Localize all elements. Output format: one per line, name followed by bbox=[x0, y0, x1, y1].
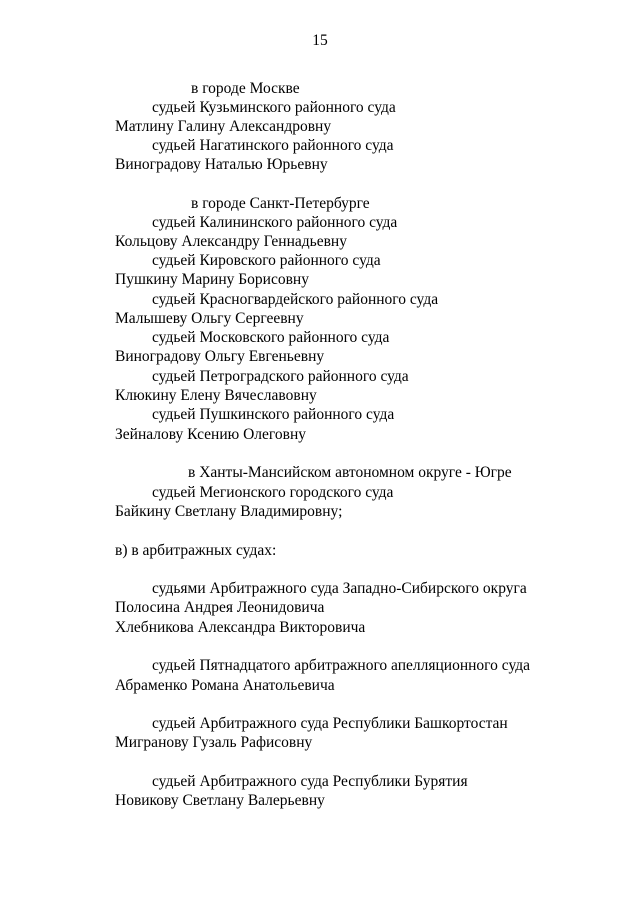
section-heading-arbitration: в) в арбитражных судах: bbox=[115, 542, 277, 559]
judge-name: Полосина Андрея Леонидовича bbox=[115, 599, 325, 616]
judge-name: Виноградову Ольгу Евгеньевну bbox=[115, 348, 325, 365]
page-number: 15 bbox=[312, 32, 328, 49]
court-line: судьей Мегионского городского суда bbox=[152, 484, 394, 501]
court-line: судьей Кузьминского районного суда bbox=[152, 99, 396, 116]
judge-name: Хлебникова Александра Викторовича bbox=[115, 619, 366, 636]
court-line: судьей Нагатинского районного суда bbox=[152, 137, 394, 154]
judge-name: Малышеву Ольгу Сергеевну bbox=[115, 310, 304, 327]
court-line: судьей Арбитражного суда Республики Башкортостан bbox=[152, 715, 508, 732]
judge-name: Мигранову Гузаль Рафисовну bbox=[115, 734, 313, 751]
judge-name: Матлину Галину Александровну bbox=[115, 118, 332, 135]
judge-name: Кольцову Александру Геннадьевну bbox=[115, 233, 347, 250]
court-line: судьей Пушкинского районного суда bbox=[152, 406, 395, 423]
region-heading-moscow: в городе Москве bbox=[191, 80, 300, 97]
court-line: судьей Калининского районного суда bbox=[152, 214, 398, 231]
court-line: судьями Арбитражного суда Западно-Сибирского округа bbox=[152, 580, 527, 597]
court-line: судьей Кировского районного суда bbox=[152, 252, 381, 269]
judge-name: Пушкину Марину Борисовну bbox=[115, 271, 309, 288]
court-line: судьей Пятнадцатого арбитражного апелляционного суда bbox=[152, 657, 530, 674]
court-line: судьей Московского районного суда bbox=[152, 329, 390, 346]
judge-name: Клюкину Елену Вячеславовну bbox=[115, 387, 317, 404]
region-heading-spb: в городе Санкт-Петербурге bbox=[191, 195, 370, 212]
court-line: судьей Арбитражного суда Республики Бурятия bbox=[152, 773, 468, 790]
judge-name: Новикову Светлану Валерьевну bbox=[115, 792, 325, 809]
judge-name: Виноградову Наталью Юрьевну bbox=[115, 156, 328, 173]
region-heading-khmao: в Ханты-Мансийском автономном округе - Югре bbox=[188, 464, 512, 481]
judge-name: Зейналову Ксению Олеговну bbox=[115, 426, 306, 443]
judge-name: Абраменко Романа Анатольевича bbox=[115, 677, 335, 694]
court-line: судьей Красногвардейского районного суда bbox=[152, 291, 439, 308]
judge-name: Байкину Светлану Владимировну; bbox=[115, 503, 343, 520]
court-line: судьей Петроградского районного суда bbox=[152, 368, 409, 385]
